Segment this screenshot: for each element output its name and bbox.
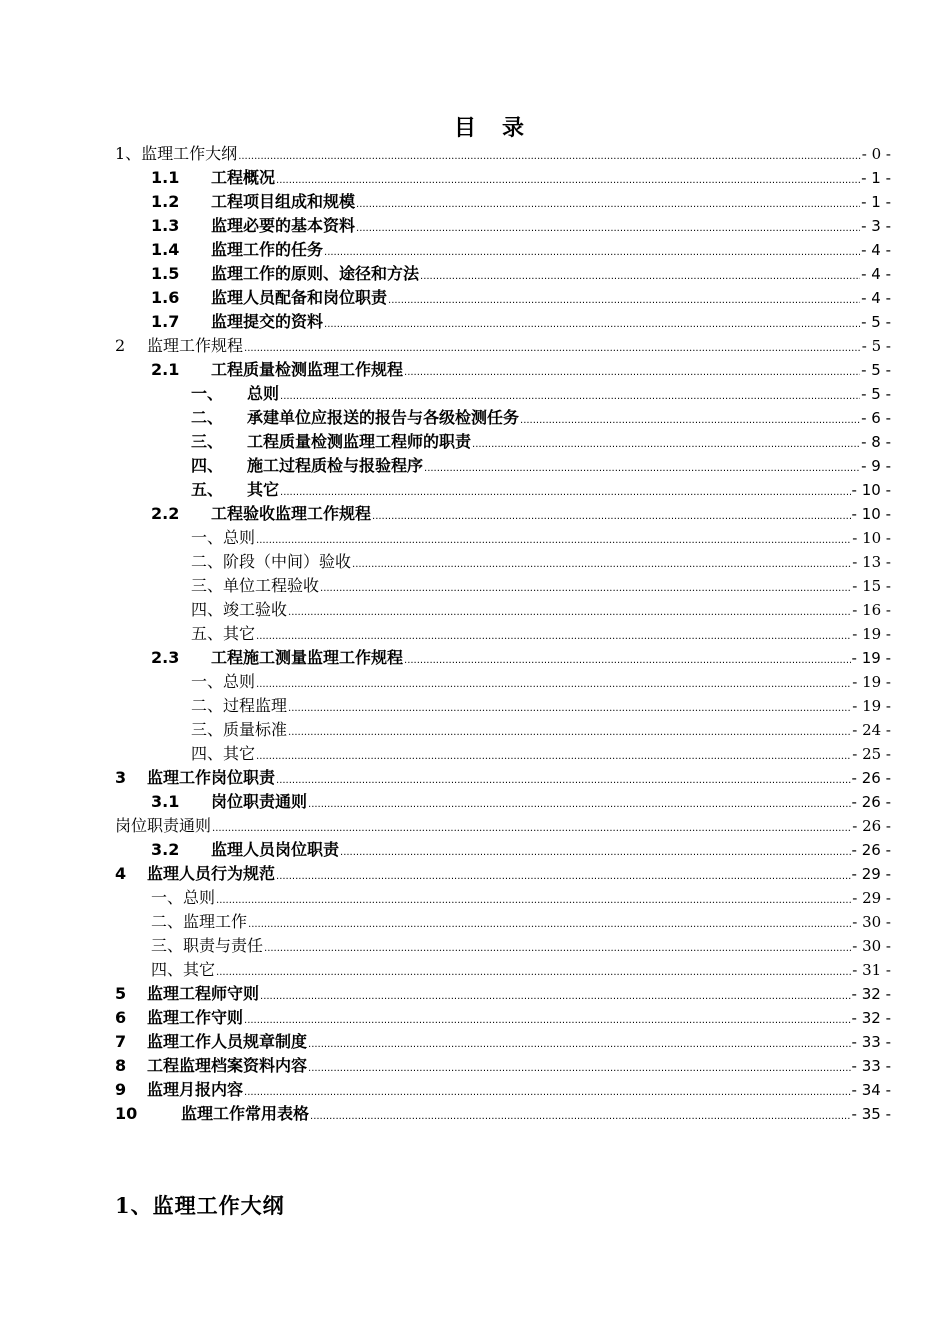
toc-entry-label: 工程验收监理工作规程 (211, 504, 372, 523)
toc-entry-label: 二、监理工作 (151, 912, 248, 931)
toc-entry[interactable] (115, 910, 891, 934)
toc-entry-label: 工程监理档案资料内容 (147, 1056, 308, 1075)
toc-entry-page: - 19 - (852, 673, 891, 691)
toc-entry-label: 一、总则 (151, 888, 216, 907)
toc-entry-page: - 26 - (852, 817, 891, 835)
toc-entry-page: - 0 - (861, 145, 891, 163)
toc-entry-number: 2.1 (151, 360, 180, 379)
toc-dot-leader (420, 265, 860, 289)
toc-entry[interactable] (115, 1102, 891, 1126)
toc-entry-page: - 33 - (851, 1057, 891, 1075)
toc-dot-leader (356, 217, 860, 241)
toc-entry[interactable] (115, 454, 891, 478)
toc-entry[interactable] (115, 310, 891, 334)
toc-entry-number: 1.7 (151, 312, 180, 331)
toc-entry-number: 三、 (191, 432, 224, 451)
toc-entry-label: 监理人员行为规范 (147, 864, 276, 883)
toc-entry[interactable] (115, 982, 891, 1006)
toc-entry[interactable] (115, 1078, 891, 1102)
toc-entry-label: 1、监理工作大纲 (115, 144, 238, 163)
toc-entry-label: 监理人员配备和岗位职责 (211, 288, 388, 307)
toc-entry-label: 岗位职责通则 (211, 792, 308, 811)
toc-entry-page: - 33 - (851, 1033, 891, 1051)
toc-entry[interactable] (115, 190, 891, 214)
toc-entry-page: - 8 - (861, 433, 891, 451)
toc-entry[interactable] (115, 1030, 891, 1054)
toc-entry-label: 监理人员岗位职责 (211, 840, 340, 859)
toc-entry[interactable] (115, 478, 891, 502)
toc-dot-leader (276, 865, 851, 889)
table-of-contents (115, 142, 891, 1126)
toc-dot-leader (340, 841, 851, 865)
toc-entry-number: 1.1 (151, 168, 180, 187)
toc-dot-leader (216, 889, 851, 913)
toc-entry[interactable] (115, 1006, 891, 1030)
toc-entry-number: 3 (115, 768, 127, 787)
toc-dot-leader (264, 937, 851, 961)
toc-dot-leader (372, 505, 851, 529)
toc-dot-leader (324, 313, 860, 337)
toc-entry[interactable] (115, 406, 891, 430)
toc-entry-page: - 31 - (852, 961, 891, 979)
toc-entry-number: 1.5 (151, 264, 180, 283)
toc-entry-label: 监理工作规程 (147, 336, 244, 355)
toc-entry-label: 监理月报内容 (147, 1080, 244, 1099)
toc-entry[interactable] (115, 886, 891, 910)
toc-dot-leader (216, 961, 851, 985)
toc-entry-label: 工程项目组成和规模 (211, 192, 356, 211)
toc-dot-leader (424, 457, 860, 481)
toc-entry-page: - 4 - (861, 289, 891, 307)
toc-entry-number: 6 (115, 1008, 127, 1027)
toc-entry-number: 2 (115, 336, 126, 355)
toc-dot-leader (244, 1081, 851, 1105)
toc-entry-page: - 26 - (851, 841, 891, 859)
toc-entry[interactable] (115, 694, 891, 718)
toc-entry[interactable] (115, 502, 891, 526)
toc-entry-label: 工程概况 (211, 168, 276, 187)
toc-entry-number: 4 (115, 864, 127, 883)
toc-entry[interactable] (115, 814, 891, 838)
toc-entry-page: - 6 - (861, 409, 891, 427)
toc-entry-label: 一、总则 (191, 672, 256, 691)
toc-dot-leader (308, 1033, 851, 1057)
toc-entry-label: 三、质量标准 (191, 720, 288, 739)
toc-entry-label: 二、阶段（中间）验收 (191, 552, 352, 571)
toc-entry-label: 监理提交的资料 (211, 312, 324, 331)
toc-dot-leader (308, 793, 851, 817)
toc-entry[interactable] (115, 766, 891, 790)
toc-entry-page: - 10 - (851, 481, 891, 499)
toc-entry-label: 监理工作的原则、途径和方法 (211, 264, 420, 283)
toc-entry-page: - 13 - (852, 553, 891, 571)
toc-entry[interactable] (115, 430, 891, 454)
toc-entry-label: 四、其它 (191, 744, 256, 763)
toc-entry-page: - 5 - (861, 313, 891, 331)
toc-entry-label: 工程质量检测监理工作规程 (211, 360, 404, 379)
toc-dot-leader (356, 193, 860, 217)
toc-entry-label: 五、其它 (191, 624, 256, 643)
toc-entry-page: - 35 - (851, 1105, 891, 1123)
toc-entry-label: 工程质量检测监理工程师的职责 (247, 432, 472, 451)
toc-dot-leader (238, 145, 861, 169)
toc-entry[interactable] (115, 742, 891, 766)
toc-entry-number: 五、 (191, 480, 224, 499)
toc-entry-label: 监理工作常用表格 (181, 1104, 310, 1123)
toc-entry-label: 四、其它 (151, 960, 216, 979)
toc-entry[interactable] (115, 550, 891, 574)
toc-entry[interactable] (115, 166, 891, 190)
toc-dot-leader (260, 985, 851, 1009)
toc-entry-page: - 30 - (852, 913, 891, 931)
toc-entry[interactable] (115, 862, 891, 886)
toc-dot-leader (520, 409, 860, 433)
toc-entry-number: 四、 (191, 456, 224, 475)
toc-entry-number: 1.4 (151, 240, 180, 259)
toc-entry-page: - 1 - (861, 169, 891, 187)
toc-entry-page: - 26 - (851, 793, 891, 811)
toc-entry[interactable] (115, 262, 891, 286)
toc-entry-page: - 32 - (851, 985, 891, 1003)
toc-entry-label: 四、竣工验收 (191, 600, 288, 619)
toc-entry-label: 一、总则 (191, 528, 256, 547)
toc-entry-page: - 32 - (851, 1009, 891, 1027)
toc-entry-number: 7 (115, 1032, 127, 1051)
toc-entry[interactable] (115, 526, 891, 550)
toc-entry-page: - 29 - (852, 889, 891, 907)
toc-entry[interactable] (115, 382, 891, 406)
toc-entry-page: - 5 - (861, 385, 891, 403)
toc-entry-page: - 34 - (851, 1081, 891, 1099)
toc-dot-leader (288, 697, 851, 721)
toc-title: 目 录 (453, 115, 526, 141)
toc-entry-label: 三、职责与责任 (151, 936, 264, 955)
section-heading: 1、监理工作大纲 (115, 1193, 285, 1218)
toc-entry-page: - 26 - (851, 769, 891, 787)
toc-entry-label: 三、单位工程验收 (191, 576, 320, 595)
toc-entry-page: - 19 - (852, 697, 891, 715)
toc-entry-page: - 24 - (852, 721, 891, 739)
toc-dot-leader (276, 169, 860, 193)
toc-entry-number: 5 (115, 984, 127, 1003)
toc-entry-page: - 4 - (861, 265, 891, 283)
toc-entry-number: 一、 (191, 384, 224, 403)
toc-entry-number: 8 (115, 1056, 127, 1075)
toc-entry-page: - 10 - (851, 505, 891, 523)
toc-entry-label: 监理工程师守则 (147, 984, 260, 1003)
toc-entry-page: - 3 - (861, 217, 891, 235)
toc-entry-number: 1.3 (151, 216, 180, 235)
toc-entry[interactable] (115, 718, 891, 742)
toc-dot-leader (388, 289, 860, 313)
toc-entry[interactable] (115, 670, 891, 694)
toc-entry-number: 二、 (191, 408, 224, 427)
toc-entry-page: - 29 - (851, 865, 891, 883)
toc-entry[interactable] (115, 646, 891, 670)
toc-dot-leader (310, 1105, 851, 1129)
toc-entry[interactable] (115, 286, 891, 310)
toc-entry[interactable] (115, 598, 891, 622)
toc-entry-page: - 5 - (861, 361, 891, 379)
toc-dot-leader (352, 553, 851, 577)
toc-entry-label: 承建单位应报送的报告与各级检测任务 (247, 408, 520, 427)
toc-entry-label: 监理工作岗位职责 (147, 768, 276, 787)
toc-entry[interactable] (115, 934, 891, 958)
toc-entry-page: - 30 - (852, 937, 891, 955)
toc-dot-leader (404, 649, 851, 673)
toc-entry-page: - 16 - (852, 601, 891, 619)
toc-entry-number: 10 (115, 1104, 138, 1123)
toc-dot-leader (288, 601, 851, 625)
toc-dot-leader (288, 721, 851, 745)
toc-entry-label: 监理必要的基本资料 (211, 216, 356, 235)
toc-entry-page: - 4 - (861, 241, 891, 259)
toc-entry[interactable] (115, 358, 891, 382)
toc-entry-page: - 19 - (851, 649, 891, 667)
toc-entry-number: 2.3 (151, 648, 180, 667)
toc-entry-label: 岗位职责通则 (115, 816, 212, 835)
toc-entry[interactable] (115, 142, 891, 166)
toc-entry-page: - 1 - (861, 193, 891, 211)
toc-entry-page: - 10 - (852, 529, 891, 547)
toc-entry-label: 监理工作的任务 (211, 240, 324, 259)
toc-entry-page: - 19 - (852, 625, 891, 643)
toc-entry-label: 施工过程质检与报验程序 (247, 456, 424, 475)
toc-entry[interactable] (115, 622, 891, 646)
toc-entry[interactable] (115, 958, 891, 982)
toc-entry-label: 监理工作人员规章制度 (147, 1032, 308, 1051)
toc-dot-leader (320, 577, 851, 601)
toc-entry-page: - 15 - (852, 577, 891, 595)
toc-dot-leader (404, 361, 860, 385)
toc-entry[interactable] (115, 574, 891, 598)
toc-entry-number: 3.1 (151, 792, 180, 811)
toc-dot-leader (276, 769, 851, 793)
toc-dot-leader (256, 745, 851, 769)
toc-dot-leader (248, 913, 851, 937)
toc-dot-leader (308, 1057, 851, 1081)
toc-entry-page: - 5 - (861, 337, 891, 355)
toc-entry[interactable] (115, 1054, 891, 1078)
toc-entry-label: 其它 (247, 480, 280, 499)
toc-entry-label: 监理工作守则 (147, 1008, 244, 1027)
toc-entry-number: 9 (115, 1080, 127, 1099)
toc-entry[interactable] (115, 334, 891, 358)
toc-entry-page: - 25 - (852, 745, 891, 763)
toc-entry-page: - 9 - (861, 457, 891, 475)
toc-entry-number: 2.2 (151, 504, 180, 523)
toc-dot-leader (256, 673, 851, 697)
toc-entry[interactable] (115, 238, 891, 262)
toc-dot-leader (244, 1009, 851, 1033)
toc-entry-number: 3.2 (151, 840, 180, 859)
toc-entry-number: 1.2 (151, 192, 180, 211)
toc-entry[interactable] (115, 790, 891, 814)
toc-entry[interactable] (115, 838, 891, 862)
toc-entry-number: 1.6 (151, 288, 180, 307)
toc-entry[interactable] (115, 214, 891, 238)
toc-entry-label: 二、过程监理 (191, 696, 288, 715)
toc-entry-label: 工程施工测量监理工作规程 (211, 648, 404, 667)
toc-dot-leader (472, 433, 860, 457)
toc-entry-label: 总则 (247, 384, 280, 403)
